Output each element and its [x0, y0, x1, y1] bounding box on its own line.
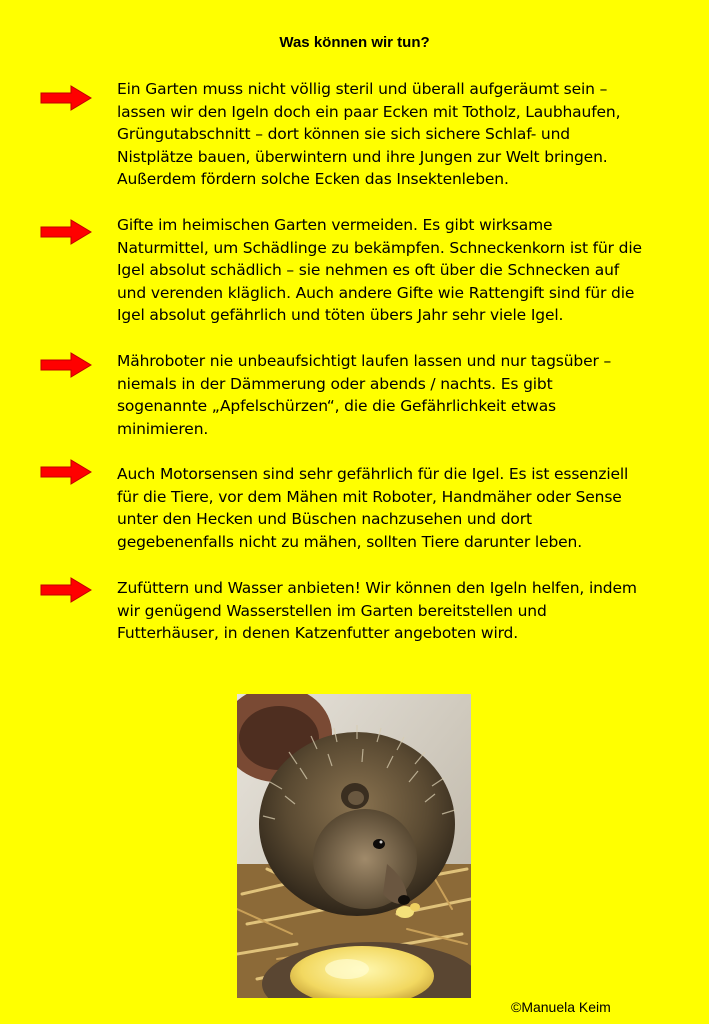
right-arrow-icon: [40, 85, 92, 111]
text-line: unter den Hecken und Büschen nachzusehen und dort: [117, 510, 532, 528]
right-arrow-icon: [40, 219, 92, 245]
page-title: Was können wir tun?: [279, 34, 430, 51]
copyright-notice: ©Manuela Keim: [511, 999, 611, 1015]
text-line: Außerdem fördern solche Ecken das Insektenleben.: [117, 170, 509, 188]
item-text: [117, 577, 707, 645]
right-arrow-icon: [40, 352, 92, 378]
text-line: niemals in der Dämmerung oder abends / nachts. Es gibt: [117, 374, 553, 393]
text-line: Igel absolut gefährlich und töten übers Jahr sehr viele Igel.: [117, 306, 564, 324]
text-line: und verenden kläglich. Auch andere Gifte wie Rattengift sind für die: [117, 283, 635, 302]
text-line: Igel absolut schädlich – sie nehmen es oft über die Schnecken auf: [117, 261, 620, 279]
item-text: [117, 463, 707, 553]
right-arrow-icon: [40, 577, 92, 603]
item-text: [117, 214, 707, 327]
text-line: wir genügend Wasserstellen im Garten bereitstellen und: [117, 601, 547, 620]
text-line: minimieren.: [117, 419, 209, 438]
item-text: [117, 78, 707, 191]
hedgehog-photo: [237, 694, 471, 998]
text-line: lassen wir den Igeln doch ein paar Ecken mit Totholz, Laubhaufen,: [117, 102, 621, 121]
text-line: für die Tiere, vor dem Mähen mit Roboter, Handmäher oder Sense: [117, 487, 622, 506]
text-line: Ein Garten muss nicht völlig steril und überall aufgeräumt sein –: [117, 80, 608, 98]
text-line: sogenannte „Apfelschürzen“, die die Gefährlichkeit etwas: [117, 397, 556, 415]
text-line: Nistplätze bauen, überwintern und ihre Jungen zur Welt bringen.: [117, 147, 608, 166]
text-line: Zufüttern und Wasser anbieten! Wir können den Igeln helfen, indem: [117, 579, 637, 597]
text-line: Futterhäuser, in denen Katzenfutter angeboten wird.: [117, 624, 519, 642]
text-line: Gifte im heimischen Garten vermeiden. Es gibt wirksame: [117, 216, 553, 234]
text-line: gegebenenfalls nicht zu mähen, sollten Tiere darunter leben.: [117, 532, 582, 551]
right-arrow-icon: [40, 459, 92, 485]
text-line: Mähroboter nie unbeaufsichtigt laufen lassen und nur tagsüber –: [117, 352, 612, 370]
text-line: Naturmittel, um Schädlinge zu bekämpfen. Schneckenkorn ist für die: [117, 238, 642, 257]
item-text: [117, 350, 707, 440]
text-line: Auch Motorsensen sind sehr gefährlich für die Igel. Es ist essenziell: [117, 465, 629, 483]
text-line: Grüngutabschnitt – dort können sie sich sichere Schlaf- und: [117, 125, 570, 143]
